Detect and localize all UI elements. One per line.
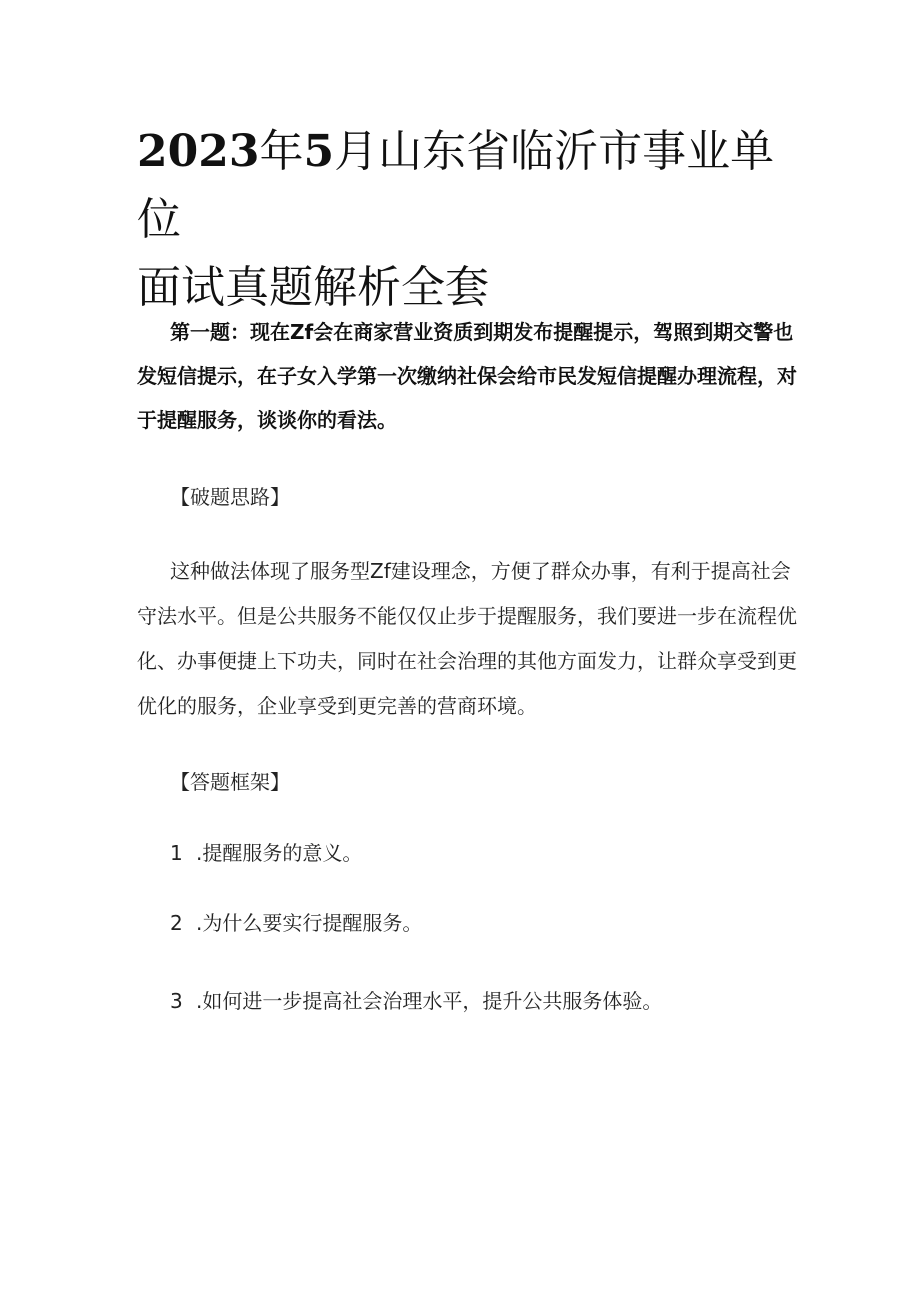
framework-item-text: .提醒服务的意义。 (196, 841, 363, 865)
title-line1-rest: 月山东省临沂市事业单位 (137, 126, 775, 245)
framework-item-index: 1 (170, 841, 183, 865)
title-year-suffix: 年 (259, 126, 304, 177)
framework-item-index: 3 (170, 989, 183, 1013)
framework-heading: 【答题框架】 (170, 770, 290, 794)
thinking-heading: 【破题思路】 (170, 485, 290, 509)
title-line2: 面试真题解析全套 (137, 262, 489, 313)
thinking-paragraph: 这种做法体现了服务型Zf建设理念，方便了群众办事，有利于提高社会守法水平。但是公共服务不能仅仅止步于提醒服务，我们要进一步在流程优化、办事便捷上下功夫，同时在社会治理的其他方面发力，让群众享受到更优化的服务，企业享受到更完善的营商环境。 (137, 559, 797, 718)
framework-item (170, 908, 422, 938)
framework-item (170, 838, 362, 868)
question-text: 第一题：现在Zf会在商家营业资质到期发布提醒提示，驾照到期交警也发短信提示，在子女入学第一次缴纳社保会给市民发短信提醒办理流程，对于提醒服务，谈谈你的看法。 (137, 320, 797, 432)
framework-item-text: .为什么要实行提醒服务。 (196, 911, 423, 935)
title-month: 5 (303, 126, 335, 177)
framework-item-index: 2 (170, 911, 183, 935)
title-year: 2023 (137, 126, 260, 177)
framework-item-text: .如何进一步提高社会治理水平，提升公共服务体验。 (196, 989, 663, 1013)
framework-item (170, 986, 662, 1016)
document-title (137, 118, 817, 322)
